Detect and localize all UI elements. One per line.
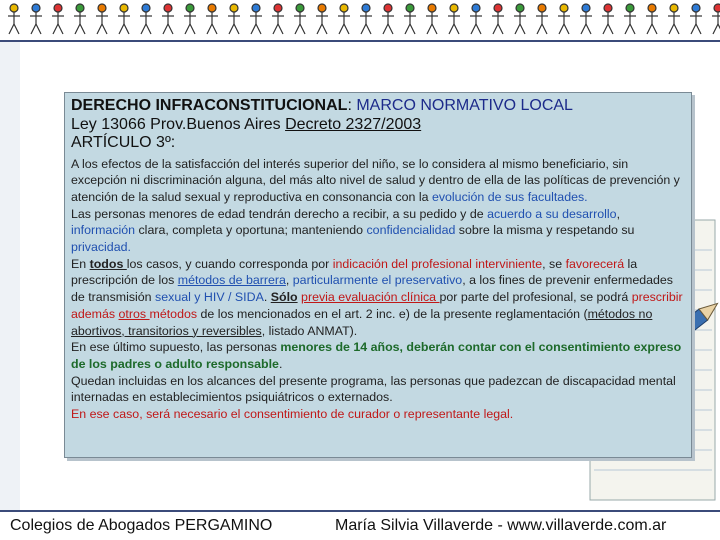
article-body bbox=[71, 156, 685, 423]
stick-figure bbox=[8, 4, 20, 34]
decree-reference: Decreto 2327/2003 bbox=[285, 115, 422, 133]
paragraph-5: Quedan incluidas en los alcances del presente programa, las personas que padezcan de discapacidad mental internadas en establecimientos psiquiátricos o externados. bbox=[71, 373, 676, 405]
heading-subtitle: MARCO NORMATIVO LOCAL bbox=[356, 97, 573, 114]
stick-figure bbox=[140, 4, 152, 34]
stick-figure bbox=[294, 4, 306, 34]
stick-figure bbox=[206, 4, 218, 34]
stick-figure bbox=[690, 4, 702, 34]
stick-figure bbox=[30, 4, 42, 34]
paragraph-1: A los efectos de la satisfacción del interés superior del niño, se lo considera al mismo beneficiario, sin excepción ni discriminación alguna, del más alto nivel de salud y dentro de ella de las políticas de prevención y atención de la salud sexual y reproductiva en consonancia con la evolución de sus facultades. bbox=[71, 156, 680, 204]
heading-title: DERECHO INFRACONSTITUCIONAL bbox=[71, 97, 348, 114]
article-heading bbox=[71, 97, 685, 153]
stick-figure bbox=[580, 4, 592, 34]
stick-figure bbox=[52, 4, 64, 34]
stick-figure bbox=[668, 4, 680, 34]
stick-figure bbox=[470, 4, 482, 34]
stick-figure-border bbox=[0, 0, 720, 42]
left-margin-strip bbox=[0, 42, 20, 512]
slide-footer bbox=[0, 510, 720, 540]
paragraph-4: En ese último supuesto, las personas menores de 14 años, deberán contar con el consentimiento expreso de los padres o adulto responsable. bbox=[71, 340, 682, 371]
paragraph-2: Las personas menores de edad tendrán derecho a recibir, a su pedido y de acuerdo a su desarrollo, información clara, completa y oportuna; manteniendo confidencialidad sobre la misma y respetando su privacidad. bbox=[71, 206, 635, 255]
stick-figure bbox=[624, 4, 636, 34]
stick-figure bbox=[250, 4, 262, 34]
stick-figure bbox=[712, 4, 720, 34]
stick-figure bbox=[536, 4, 548, 34]
stick-figure bbox=[426, 4, 438, 34]
stick-figure bbox=[404, 4, 416, 34]
footer-right-text: María Silvia Villaverde - www.villaverde.com.ar bbox=[335, 517, 667, 534]
stick-figure bbox=[646, 4, 658, 34]
stick-figure bbox=[162, 4, 174, 34]
stick-figure bbox=[228, 4, 240, 34]
stick-figures-illustration bbox=[0, 0, 720, 40]
stick-figure bbox=[184, 4, 196, 34]
stick-figure bbox=[602, 4, 614, 34]
stick-figure bbox=[96, 4, 108, 34]
stick-figure bbox=[338, 4, 350, 34]
stick-figure bbox=[74, 4, 86, 34]
stick-figure bbox=[492, 4, 504, 34]
stick-figure bbox=[558, 4, 570, 34]
paragraph-3: En todos los casos, y cuando corresponda por indicación del profesional interviniente, se favorecerá la prescripción de los métodos de barrera, particularmente el preservativo, a los fines de prevenir enfermedades de transmisión sexual y HIV / SIDA. Sólo previa evaluación clínica por parte del profesional, se podrá prescribir además otros métodos de los mencionados en el art. 2 inc. e) de la presente reglamentación (métodos no abortivos, transitorios y reversibles, listado ANMAT). bbox=[71, 256, 683, 338]
paragraph-6: En ese caso, será necesario el consentimiento de curador o representante legal. bbox=[71, 407, 514, 422]
stick-figure bbox=[360, 4, 372, 34]
stick-figure bbox=[382, 4, 394, 34]
heading-line-2: Ley 13066 Prov.Buenos Aires Decreto 2327/2003 bbox=[71, 115, 422, 133]
stick-figure bbox=[514, 4, 526, 34]
article-number: ARTÍCULO 3º: bbox=[71, 134, 176, 151]
stick-figure bbox=[316, 4, 328, 34]
footer-left-text: Colegios de Abogados PERGAMINO bbox=[10, 517, 273, 534]
stick-figure bbox=[448, 4, 460, 34]
stick-figure bbox=[272, 4, 284, 34]
legal-article-box bbox=[64, 92, 692, 458]
heading-line-1: DERECHO INFRACONSTITUCIONAL: MARCO NORMATIVO LOCAL bbox=[71, 97, 573, 114]
stick-figure bbox=[118, 4, 130, 34]
